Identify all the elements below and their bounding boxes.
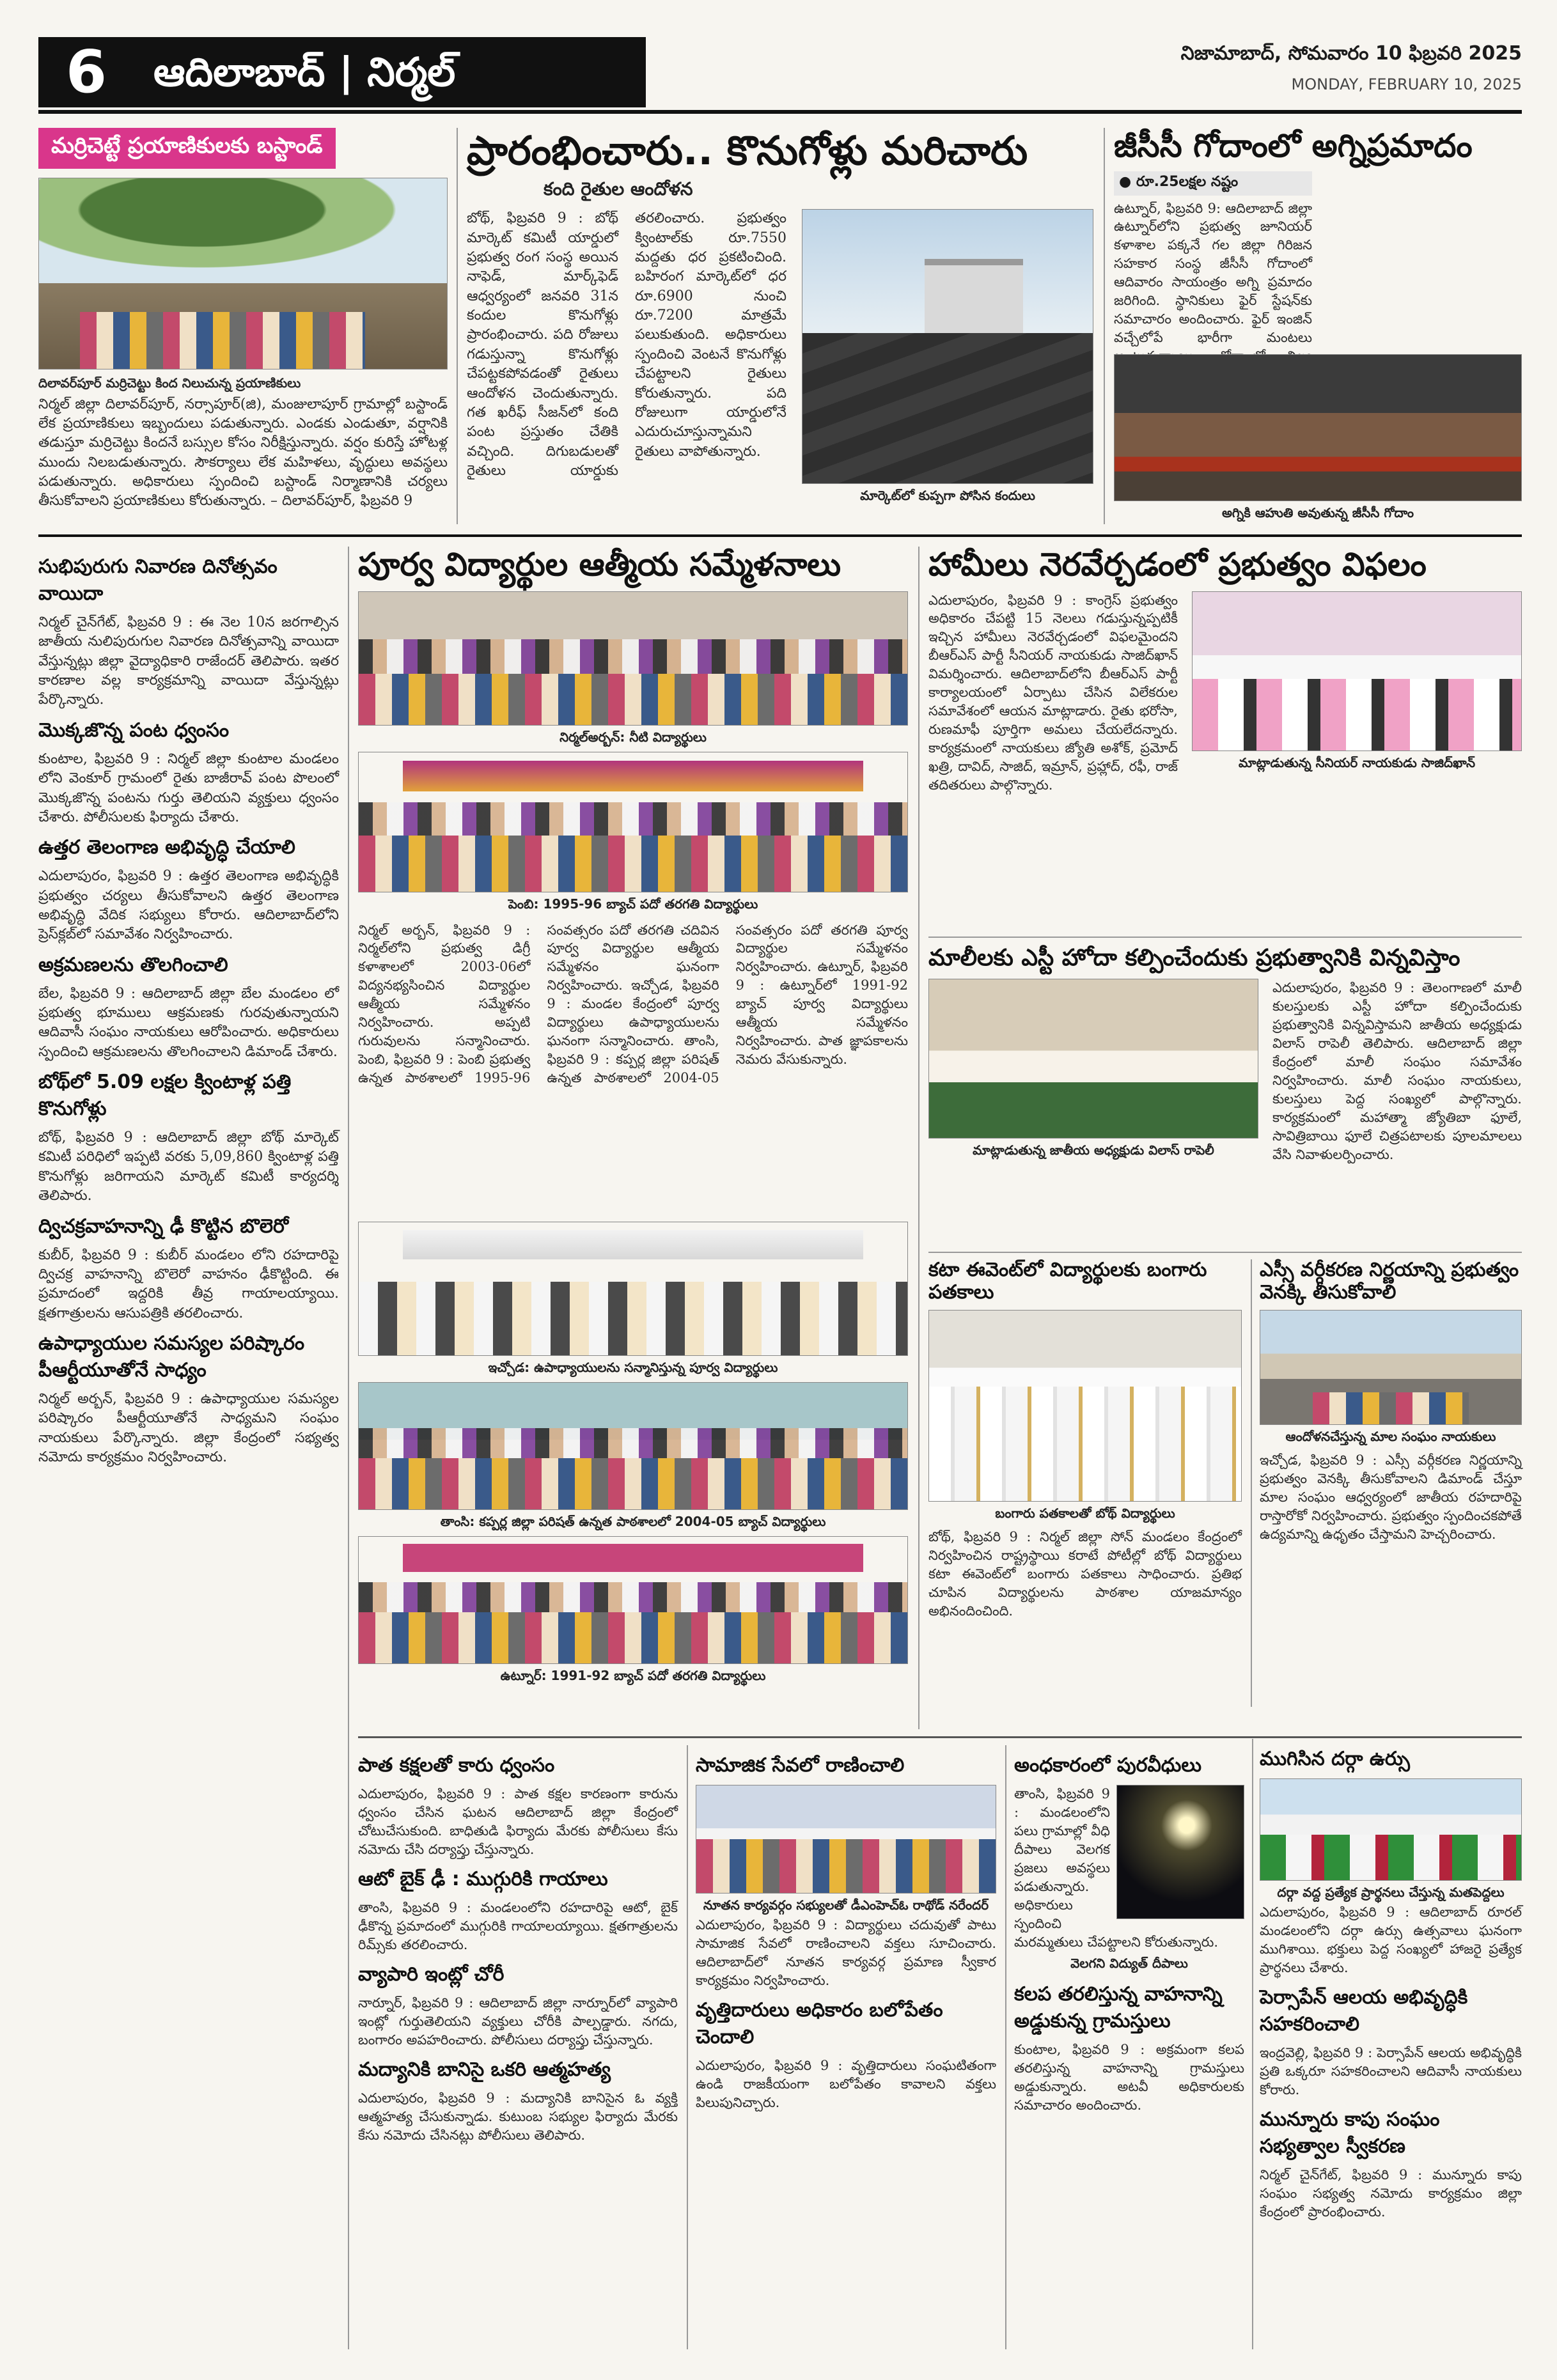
fire-bullet: రూ.25లక్షల నష్టం [1136,173,1239,190]
alumni-photo-4 [358,1382,908,1510]
kata-body: బోథ్, ఫిబ్రవరి 9 : నిర్మల్ జిల్లా సోన్ మండలం కేంద్రంలో నిర్వహించిన రాష్ట్రస్థాయి కరాటే పోటీల్లో బోథ్ విద్యార్థులు కటా ఈవెంట్‌లో బంగారు పతకాలు సాధించారు. ప్రతిభ చూపిన విద్యార్థులను పాఠశాల యాజమాన్యం అభినందించింది. [928,1529,1242,1619]
brief-5: ద్విచక్రవాహనాన్ని ఢీ కొట్టిన బొలెరో కుబీర్, ఫిబ్రవరి 9 : కుబీర్ మండలం లోని రహదారిపై ద్విచక్ర వాహనాన్ని బొలెరో వాహనం ఢీకొట్టింది. ఈ ప్రమాదంలో ఇద్దరికి తీవ్ర గాయాలయ్యాయి. క్షతగాత్రులను ఆసుపత్రికి తరలించారు. [38,1215,339,1321]
promises-body: ఎదులాపురం, ఫిబ్రవరి 9 : కాంగ్రెస్ ప్రభుత్వం అధికారం చేపట్టి 15 నెలలు గడుస్తున్నప్పటికీ ఇచ్చిన హామీలు నెరవేర్చడంలో విఫలమైందని బీఆర్ఎస్ పార్టీ సీనియర్ నాయకుడు సాజిద్‌ఖాన్ విమర్శించారు. ఆదిలాబాద్‌లోని బీఆర్ఎస్ పార్టీ కార్యాలయంలో ఏర్పాటు చేసిన విలేకరుల సమావేశంలో ఆయన మాట్లాడారు. రైతు భరోసా, రుణమాఫీ పూర్తిగా అమలు చేయలేదన్నారు. కార్యక్రమంలో నాయకులు జ్యోతి అశోక్, ప్రమోద్ ఖత్రి, దావిద్, సాజిద్, ఇమ్రాన్, ప్రహ్లాద్, రఫీ, రాజ్ తదితరులు పాల్గొన్నారు. [928,592,1178,793]
bottom-col-4 [1260,1739,1522,2349]
brief-2: ఉత్తర తెలంగాణ అభివృద్ధి చేయాలి ఎదులాపురం, ఫిబ్రవరి 9 : ఉత్తర తెలంగాణ అభివృద్ధికి ప్రభుత్వం చర్యలు తీసుకోవాలని ఉత్తర తెలంగాణ అభివృద్ధి వేదిక సభ్యులు కోరారు. ఆదిలాబాద్‌లోని ప్రెస్‌క్లబ్‌లో సమావేశం నిర్వహించారు. [38,836,339,943]
brief-suicide: మద్యానికి బానిసై ఒకరి ఆత్మహత్య ఎదులాపురం, ఫిబ్రవరి 9 : మద్యానికి బానిసైన ఓ వ్యక్తి ఆత్మహత్య చేసుకున్నాడు. కుటుంబ సభ్యుల ఫిర్యాదు మేరకు కేసు నమోదు చేసినట్లు పోలీసులు తెలిపారు. [358,2058,678,2143]
bus-stand-photo [38,178,448,369]
page-number: 6 [38,37,134,107]
bullet-icon: ● [1119,173,1136,190]
brief-kapu: మున్నూరు కాపు సంఘం సభ్యత్వాల స్వీకరణ నిర్మల్ చైన్‌గేట్, ఫిబ్రవరి 9 : మున్నూరు కాపు సంఘం సభ్యత్వ నమోదు కార్యక్రమం జిల్లా కేంద్రంలో ప్రారంభించారు. [1260,2108,1522,2220]
promises-caption: మాట్లాడుతున్న సీనియర్ నాయకుడు సాజిద్‌ఖాన్ [1239,754,1475,770]
promises-story [928,547,1522,930]
mali-caption: మాట్లాడుతున్న జాతీయ అధ్యక్షుడు విలాస్ రాపెలీ [973,1142,1214,1158]
bus-stand-story [38,128,448,524]
sc-story [1260,1259,1522,1732]
bus-stand-caption: దిలావర్‌పూర్ మర్రిచెట్టు కింద నిలుచున్న ప్రయాణికులు [38,375,301,391]
bottom-col-2 [696,1745,996,2349]
social-photo [696,1785,996,1894]
brief-0: సుభిపురుగు నివారణ దినోత్సవం వాయిదా నిర్మల్ చైన్‌గేట్, ఫిబ్రవరి 9 : ఈ నెల 10న జరగాల్సిన జాతీయ నులిపురుగుల నివారణ దినోత్సవాన్ని వాయిదా వేస్తున్నట్లు జిల్లా వైద్యాధికారి రాజేందర్ తెలిపారు. ఇతర కారణాల వల్ల కార్యక్రమాన్ని వాయిదా వేస్తున్నట్లు పేర్కొన్నారు. [38,556,339,708]
promises-headline: హామీలు నెరవేర్చడంలో ప్రభుత్వం విఫలం [928,546,1427,583]
bottom-col-3 [1014,1745,1244,2349]
alumni-body: నిర్మల్ అర్బన్, ఫిబ్రవరి 9 : నిర్మల్‌లోని ప్రభుత్వ డిగ్రీ కళాశాలలో 2003-06లో విద్యనభ్యసించిన విద్యార్థుల ఆత్మీయ సమ్మేళనం నిర్వహించారు. అప్పటి గురువులను సన్మానించారు. పెంబి, ఫిబ్రవరి 9 : పెంబి ప్రభుత్వ ఉన్నత పాఠశాలలో 1995-96 సంవత్సరం పదో తరగతి చదివిన పూర్వ విద్యార్థుల ఆత్మీయ సమ్మేళనం ఘనంగా నిర్వహించారు. ఇచ్చోడ, ఫిబ్రవరి 9 : మండల కేంద్రంలో పూర్వ విద్యార్థులు ఉపాధ్యాయులను ఘనంగా సన్మానించారు. తాంసి, ఫిబ్రవరి 9 : కప్పర్ల జిల్లా పరిషత్ ఉన్నత పాఠశాలలో 2004-05 సంవత్సరం పదో తరగతి పూర్వ విద్యార్థుల సమ్మేళనం నిర్వహించారు. ఉట్నూర్, ఫిబ్రవరి 9 : ఉట్నూర్‌లో 1991-92 బ్యాచ్ పూర్వ విద్యార్థులు ఆత్మీయ సమ్మేళనం నిర్వహించారు. పాత జ్ఞాపకాలను నెమరు వేసుకున్నారు. [358,922,908,1086]
kata-photo [928,1310,1242,1502]
sc-caption: ఆందోళనచేస్తున్న మాల సంఘం నాయకులు [1285,1429,1496,1444]
brief-dark-streets: అంధకారంలో పురవీధులు తాంసి, ఫిబ్రవరి 9 : మండలంలోని పలు గ్రామాల్లో వీధి దీపాలు వెలగక ప్రజలు అవస్థలు పడుతున్నారు. అధికారులు స్పందించి మరమ్మతులు చేపట్టాలని కోరుతున్నారు. వెలగని విద్యుత్ దీపాలు [1014,1754,1244,1974]
urs-photo [1260,1778,1522,1881]
mali-body: ఎదులాపురం, ఫిబ్రవరి 9 : తెలంగాణలో మాలీ కులస్తులకు ఎస్టీ హోదా కల్పించేందుకు ప్రభుత్వానికి విన్నవిస్తామని జాతీయ అధ్యక్షుడు విలాస్ రాపెలీ తెలిపారు. ఆదిలాబాద్ జిల్లా కేంద్రంలో మాలీ సంఘం సమావేశం నిర్వహించారు. మాలీ సంఘం నాయకులు, కులస్తులు పెద్ద సంఖ్యలో పాల్గొన్నారు. కార్యక్రమంలో మహాత్మా జ్యోతిబా ఫూలే, సావిత్రిబాయి ఫూలే చిత్రపటాలకు పూలమాలలు వేసి నివాళులర్పించారు. [1272,980,1522,1163]
alumni-story: పూర్వ విద్యార్థుల ఆత్మీయ సమ్మేళనాలు నిర్మల్‌అర్బన్: నీటి విద్యార్థులు పెంబి: 1995-96 బ్యాచ్ పదో తరగతి విద్యార్థులు నిర్మల్ అర్బన్, ఫిబ్రవరి 9 : నిర్మల్‌లోని ప్రభుత్వ డిగ్రీ కళాశాలలో 2003-06లో విద్యనభ్యసించిన విద్యార్థుల ఆత్మీయ సమ్మేళనం నిర్వహించారు. అప్పటి గురువులను సన్మానించారు. పెంబి, ఫిబ్రవరి 9 : పెంబి ప్రభుత్వ ఉన్నత పాఠశాలలో 1995-96 సంవత్సరం పదో తరగతి చదివిన పూర్వ విద్యార్థుల ఆత్మీయ సమ్మేళనం ఘనంగా నిర్వహించారు. ఇచ్చోడ, ఫిబ్రవరి 9 : మండల కేంద్రంలో పూర్వ విద్యార్థులు ఉపాధ్యాయులను ఘనంగా సన్మానించారు. తాంసి, ఫిబ్రవరి 9 : కప్పర్ల జిల్లా పరిషత్ ఉన్నత పాఠశాలలో 2004-05 సంవత్సరం పదో తరగతి పూర్వ విద్యార్థుల సమ్మేళనం నిర్వహించారు. ఉట్నూర్, ఫిబ్రవరి 9 : ఉట్నూర్‌లో 1991-92 బ్యాచ్ పూర్వ విద్యార్థులు ఆత్మీయ సమ్మేళనం నిర్వహించారు. పాత జ్ఞాపకాలను నెమరు వేసుకున్నారు. ఇచ్చోడ: ఉపాధ్యాయులను సన్మానిస్తున్న పూర్వ విద్యార్థులు తాంసి: కప్పర్ల జిల్లా పరిషత్ ఉన్నత పాఠశాలలో 2004-05 బ్యాచ్ విద్యార్థులు ఉట్నూర్: 1991-92 బ్యాచ్ పదో తరగతి విద్యార్థులు [358,546,908,1683]
fire-photo [1114,354,1522,501]
brief-urs: ముగిసిన దర్గా ఉర్సు దర్గా వద్ద ప్రత్యేక ప్రార్థనలు చేస్తున్న మతపెద్దలు ఎదులాపురం, ఫిబ్రవరి 9 : ఆదిలాబాద్ రూరల్ మండలంలోని దర్గా ఉర్సు ఉత్సవాలు ఘనంగా ముగిశాయి. భక్తులు పెద్ద సంఖ్యలో హాజరై ప్రత్యేక ప్రార్థనలు చేశారు. [1260,1748,1522,1975]
kandi-headline: ప్రారంభించారు.. కొనుగోళ్లు మరిచారు [467,127,1028,174]
dateline [1181,42,1522,93]
brief-6: ఉపాధ్యాయుల సమస్యల పరిష్కారం పీఆర్టీయూతోనే సాధ్యం నిర్మల్ అర్బన్, ఫిబ్రవరి 9 : ఉపాధ్యాయుల సమస్యల పరిష్కారం పీఆర్టీయూతోనే సాధ్యమని సంఘం నాయకులు పేర్కొన్నారు. జిల్లా కేంద్రంలో సభ్యత్వ నమోదు కార్యక్రమం నిర్వహించారు. [38,1332,339,1466]
bottom-col-1 [358,1745,678,2349]
alumni-photo-2 [358,752,908,892]
brief-car: పాత కక్షలతో కారు ధ్వంసం ఎదులాపురం, ఫిబ్రవరి 9 : పాత కక్షల కారణంగా కారును ధ్వంసం చేసిన ఘటన ఆదిలాబాద్ జిల్లా కేంద్రంలో చోటుచేసుకుంది. బాధితుడి ఫిర్యాదు మేరకు పోలీసులు కేసు నమోదు చేసి దర్యాప్తు చేస్తున్నారు. [358,1754,678,1857]
brief-auto: ఆటో బైక్ ఢీ : ముగ్గురికి గాయాలు తాంసి, ఫిబ్రవరి 9 : మండలంలోని రహదారిపై ఆటో, బైక్ ఢీకొన్న ప్రమాదంలో ముగ్గురికి గాయాలయ్యాయి. క్షతగాత్రులను రిమ్స్‌కు తరలించారు. [358,1867,678,1952]
alumni-photo-5 [358,1536,908,1664]
alumni-photo-1 [358,591,908,726]
kandi-photo [802,209,1093,484]
bus-stand-kicker: మర్రిచెట్టే ప్రయాణికులకు బస్టాండ్ [38,128,336,169]
sc-body: ఇచ్చోడ, ఫిబ్రవరి 9 : ఎస్సీ వర్గీకరణ నిర్ణయాన్ని ప్రభుత్వం వెనక్కి తీసుకోవాలని డిమాండ్ చేస్తూ మాల సంఘం ఆధ్వర్యంలో జాతీయ రహదారిపై రాస్తారోకో నిర్వహించారు. ప్రభుత్వం స్పందించకపోతే ఉద్యమాన్ని ఉధృతం చేస్తామని హెచ్చరించారు. [1260,1452,1522,1542]
brief-crafts: వృత్తిదారులు అధికారం బలోపేతం చెందాలి ఎదులాపురం, ఫిబ్రవరి 9 : వృత్తిదారులు సంఘటితంగా ఉండి రాజకీయంగా బలోపేతం కావాలని వక్తలు పిలుపునిచ్చారు. [696,1998,996,2110]
brief-1: మొక్కజొన్న పంట ధ్వంసం కుంటాల, ఫిబ్రవరి 9 : నిర్మల్ జిల్లా కుంటాల మండలం లోని వెంకూర్ గ్రామంలో రైతు బాజీరావ్ పంట పొలంలో మొక్కజొన్న పంటను గుర్తు తెలియని వ్యక్తులు ధ్వంసం చేశారు. పోలీసులకు ఫిర్యాదు చేశారు. [38,719,339,825]
fire-story [1114,128,1522,524]
fire-caption: అగ్నికి ఆహుతి అవుతున్న జీసీసీ గోదాం [1221,504,1414,520]
kata-caption: బంగారు పతకాలతో బోథ్ విద్యార్థులు [995,1505,1175,1521]
brief-social: సామాజిక సేవలో రాణించాలి నూతన కార్యవర్గం సభ్యులతో డీఎంహెచ్‌ఓ రాథోడ్ నరేందర్ ఎదులాపురం, ఫిబ్రవరి 9 : విద్యార్థులు చదువుతో పాటు సామాజిక సేవలో రాణించాలని వక్తలు సూచించారు. ఆదిలాబాద్‌లో నూతన కార్యవర్గ ప్రమాణ స్వీకార కార్యక్రమం నిర్వహించారు. [696,1754,996,1988]
brief-4: బోథ్‌లో 5.09 లక్షల క్వింటాళ్ల పత్తి కొనుగోళ్లు బోథ్, ఫిబ్రవరి 9 : ఆదిలాబాద్ జిల్లా బోథ్ మార్కెట్ కమిటీ పరిధిలో ఇప్పటి వరకు 5,09,860 క్వింటాళ్ల పత్తి కొనుగోళ్లు జరిగాయని మార్కెట్ కమిటీ కార్యదర్శి తెలిపారు. [38,1071,339,1204]
sc-headline: ఎస్సీ వర్గీకరణ నిర్ణయాన్ని ప్రభుత్వం వెనక్కి తీసుకోవాలి [1260,1259,1519,1303]
mali-photo [928,979,1258,1139]
promises-photo [1192,591,1522,751]
sc-photo [1260,1310,1522,1425]
brief-temple: పెర్సాపేన్ ఆలయ అభివృద్ధికి సహకరించాలి ఇంద్రవెల్లి, ఫిబ్రవరి 9 : పెర్సాపేన్ ఆలయ అభివృద్ధికి ప్రతి ఒక్కరూ సహకరించాలని ఆదివాసీ నాయకులు కోరారు. [1260,1986,1522,2097]
kandi-subhead: కంది రైతుల ఆందోళన [544,178,693,200]
kandi-body: బోథ్, ఫిబ్రవరి 9 : బోథ్ మార్కెట్ కమిటీ యార్డులో ప్రభుత్వ రంగ సంస్థ అయిన నాఫెడ్, మార్క్‌ఫెడ్ ఆధ్వర్యంలో జనవరి 31న కందుల కొనుగోళ్లు ప్రారంభించారు. పది రోజులు గడుస్తున్నా కొనుగోళ్లు చేపట్టకపోవడంతో రైతులు ఆందోళన చెందుతున్నారు. గత ఖరీఫ్ సీజన్‌లో కంది పంట ప్రస్తుతం చేతికి వచ్చింది. దిగుబడులతో రైతులు యార్డుకు తరలించారు. ప్రభుత్వం క్వింటాల్‌కు రూ.7550 మద్దతు ధర ప్రకటించింది. బహిరంగ మార్కెట్‌లో ధర రూ.6900 నుంచి రూ.7200 మాత్రమే పలుకుతుంది. అధికారులు స్పందించి వెంటనే కొనుగోళ్లు చేపట్టాలని రైతులు కోరుతున్నారు. పది రోజులుగా యార్డులోనే ఎదురుచూస్తున్నామని రైతులు వాపోతున్నారు. [467,210,786,479]
mali-headline: మాలీలకు ఎస్టీ హోదా కల్పించేందుకు ప్రభుత్వానికి విన్నవిస్తాం [928,945,1460,971]
fire-headline: జీసీసీ గోదాంలో అగ్నిప్రమాదం [1114,127,1473,164]
brief-3: అక్రమణలను తొలగించాలి బేల, ఫిబ్రవరి 9 : ఆదిలాబాద్ జిల్లా బేల మండలం లో ప్రభుత్వ భూములు ఆక్రమణకు గురవుతున్నాయని ఆదివాసీ సంఘం నాయకులు ఆరోపించారు. అధికారులు స్పందించి ఆక్రమణలను తొలగించాలని డిమాండ్ చేశారు. [38,953,339,1060]
kata-headline: కటా ఈవెంట్‌లో విద్యార్థులకు బంగారు పతకాలు [928,1259,1207,1303]
date-english: MONDAY, FEBRUARY 10, 2025 [1291,75,1522,93]
date-telugu: నిజామాబాద్, సోమవారం 10 ఫిబ్రవరి 2025 [1180,42,1522,65]
fire-body: ఉట్నూర్, ఫిబ్రవరి 9: ఆదిలాబాద్ జిల్లా ఉట్నూర్‌లోని ప్రభుత్వ జూనియర్ కళాశాల పక్కనే గల జిల్లా గిరిజన సహకార సంస్థ జీసీసీ గోదాంలో ఆదివారం సాయంత్రం అగ్ని ప్రమాదం జరిగింది. స్థానికులు ఫైర్ స్టేషన్‌కు సమాచారం అందించారు. ఫైర్ ఇంజిన్ వచ్చేలోపే భారీగా మంటలు [1114,200,1312,346]
section-title: ఆదిలాబాద్ | నిర్మల్ [134,37,646,107]
brief-theft: వ్యాపారి ఇంట్లో చోరీ నార్నూర్, ఫిబ్రవరి 9 : ఆదిలాబాద్ జిల్లా నార్నూర్‌లో వ్యాపారి ఇంట్లో గుర్తుతెలియని వ్యక్తులు చోరీకి పాల్పడ్డారు. నగదు, బంగారం అపహరించారు. పోలీసులు దర్యాప్తు చేస్తున్నారు. [358,1963,678,2048]
left-briefs [38,547,339,2349]
kata-story [928,1259,1242,1707]
kandi-caption: మార్కెట్‌లో కుప్పగా పోసిన కందులు [860,488,1035,504]
alumni-photo-3 [358,1222,908,1356]
brief-timber: కలప తరలిస్తున్న వాహనాన్ని అడ్డుకున్న గ్రామస్తులు కుంటాల, ఫిబ్రవరి 9 : అక్రమంగా కలప తరలిస్తున్న వాహనాన్ని గ్రామస్తులు అడ్డుకున్నారు. అటవీ అధికారులకు సమాచారం అందించారు. [1014,1982,1244,2113]
kandi-story [467,128,1093,524]
bus-stand-body: నిర్మల్ జిల్లా దిలావర్‌పూర్, నర్సాపూర్(జి), మంజులాపూర్ గ్రామాల్లో బస్టాండ్ లేక ప్రయాణికులు ఇబ్బందులు పడుతున్నారు. ఎండకు ఎండుతూ, వర్షానికి తడుస్తూ మర్రిచెట్టు కిందనే బస్సుల కోసం నిరీక్షిస్తున్నారు. వర్షం కురిస్తే హోటళ్ల ముందు నిలబడుతున్నారు. సౌకర్యాలు లేక మహిళలు, వృద్ధులు అవస్థలు పడుతున్నారు. అధికారులు స్పందించి బస్టాండ్ నిర్మాణానికి చర్యలు తీసుకోవాలని ప్రయాణికులు కోరుతున్నారు. – దిలావర్‌పూర్, ఫిబ్రవరి 9 [38,396,448,509]
streetlight-photo [1116,1785,1244,1919]
mali-story [928,945,1522,1245]
fire-body-cont [1324,171,1522,346]
masthead [38,31,1522,114]
alumni-headline: పూర్వ విద్యార్థుల ఆత్మీయ సమ్మేళనాలు [358,546,841,583]
